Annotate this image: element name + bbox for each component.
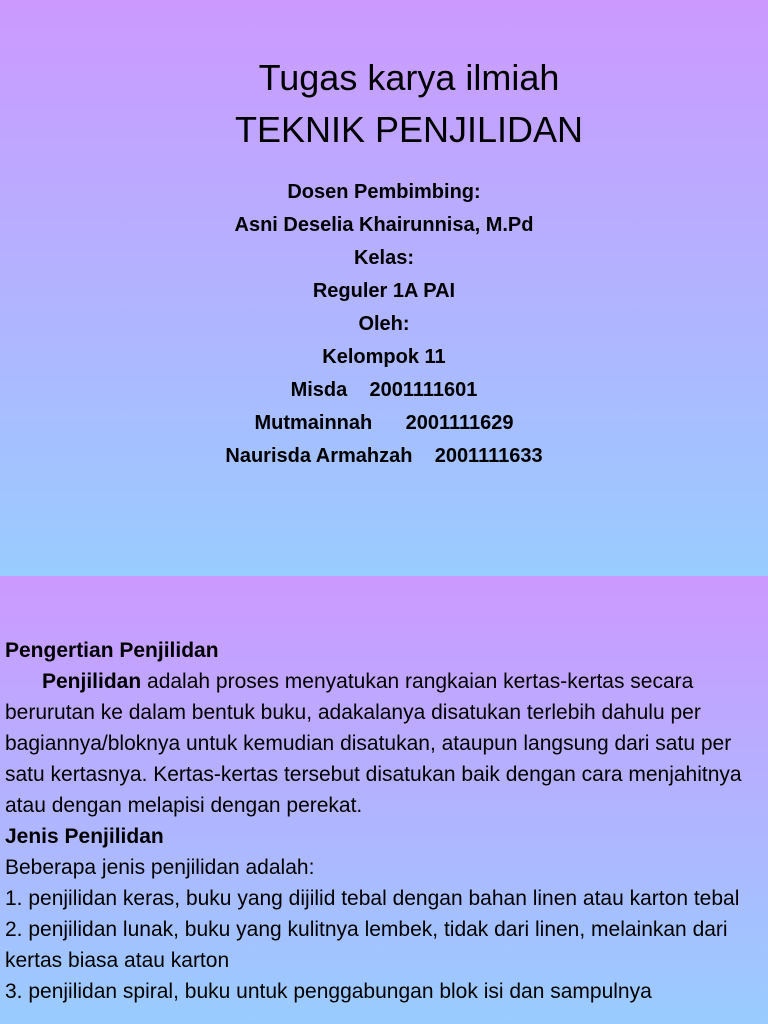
list-item: 2. penjilidan lunak, buku yang kulitnya lembek, tidak dari linen, melainkan dari kertas biasa atau karton (5, 918, 728, 972)
definition-term: Penjilidan (42, 670, 142, 693)
member-3: Naurisda Armahzah 2001111633 (225, 445, 543, 467)
oleh-label: Oleh: (358, 313, 410, 335)
list-item: 3. penjilidan spiral, buku untuk penggabungan blok isi dan sampulnya (5, 980, 652, 1003)
heading-jenis: Jenis Penjilidan (5, 825, 164, 848)
list-item: 1. penjilidan keras, buku yang dijilid tebal dengan bahan linen atau karton tebal (5, 887, 740, 910)
member-2: Mutmainnah 2001111629 (254, 412, 514, 434)
content-body (5, 635, 765, 1007)
kelas-label: Kelas: (353, 247, 415, 269)
heading-pengertian: Pengertian Penjilidan (5, 639, 219, 662)
group-name: Kelompok 11 (322, 346, 446, 368)
definition-paragraph (5, 666, 765, 821)
slide-subtitle: TEKNIK PENJILIDAN (234, 109, 584, 150)
definition-text: adalah proses menyatukan rangkaian kertas-kertas secara berurutan ke dalam bentuk buku, adakalanya disatukan terlebih dahulu per bagiannya/bloknya untuk kemudian disatukan, ataupun langsung dari satu per satu kertasnya. Kertas-kertas tersebut disatukan baik dengan cara menjahitnya atau dengan melapisi dengan perekat. (5, 670, 742, 817)
content-slide (0, 576, 768, 1024)
dosen-label: Dosen Pembimbing: (287, 181, 481, 203)
list-intro: Beberapa jenis penjilidan adalah: (5, 856, 315, 879)
slide-title: Tugas karya ilmiah (258, 57, 560, 98)
dosen-name: Asni Deselia Khairunnisa, M.Pd (234, 214, 534, 236)
kelas-value: Reguler 1A PAI (312, 280, 456, 302)
member-1: Misda 2001111601 (290, 379, 478, 401)
author-info (0, 176, 768, 473)
